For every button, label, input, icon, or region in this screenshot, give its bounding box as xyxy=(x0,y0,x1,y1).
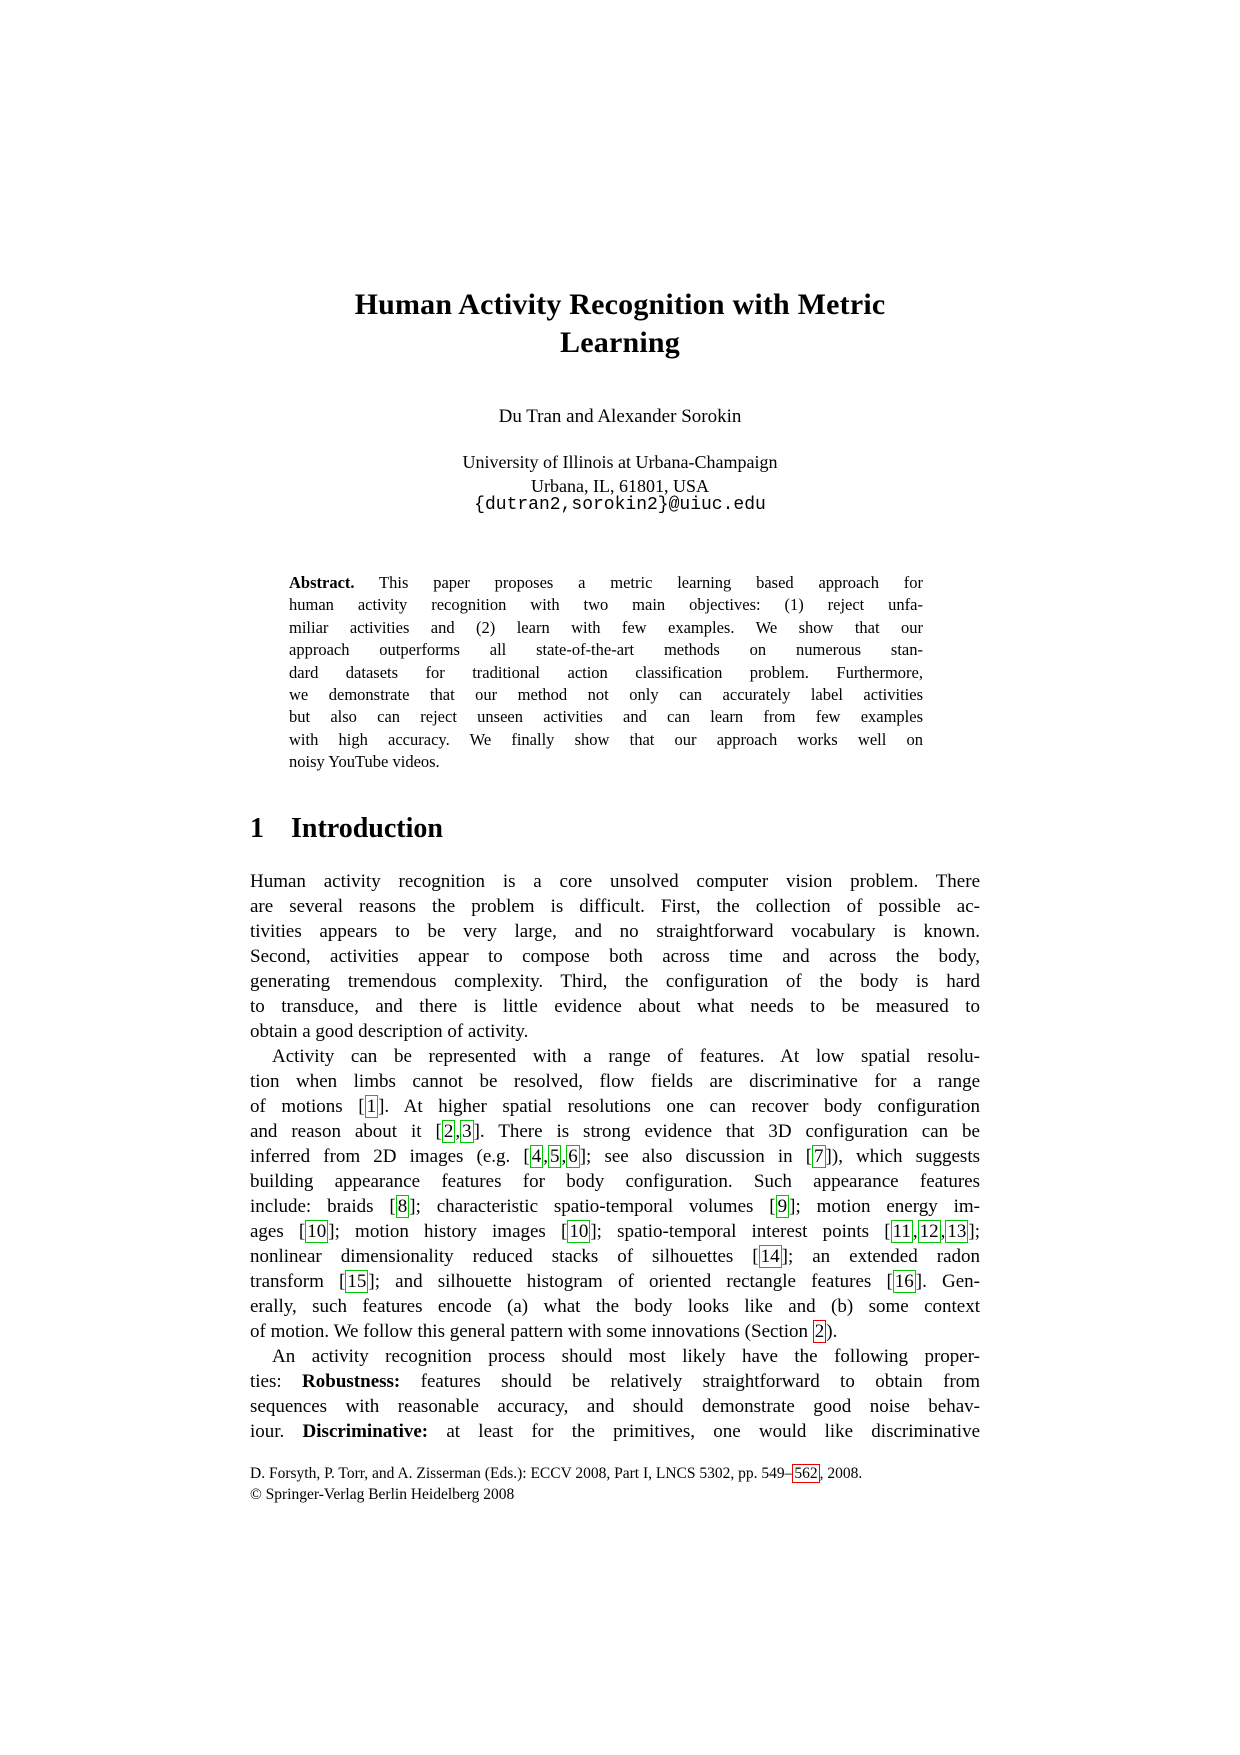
citation-link[interactable]: 1 xyxy=(366,1096,377,1117)
text-line: tivities appears to be very large, and no straightforward vocabulary is known. xyxy=(250,921,980,942)
text-line: Second, activities appear to compose both across time and across the body, xyxy=(250,946,980,967)
text-line: and reason about it [ 2 , 3 ]. There is strong evidence that 3D configuration can be xyxy=(250,1121,980,1142)
citation-link[interactable]: 6 xyxy=(568,1146,578,1167)
paragraph-1 xyxy=(250,869,980,1044)
internal-link[interactable]: 2 xyxy=(814,1321,825,1342)
text-line: inferred from 2D images (e.g. [ 4 , 5 , 6 ]; see also discussion in [ 7 ]), which suggests xyxy=(250,1146,980,1167)
text-line: are several reasons the problem is difficult. First, the collection of possible ac- xyxy=(250,896,980,917)
abstract xyxy=(289,572,923,774)
text-line: human activity recognition with two main objectives: (1) reject unfa- xyxy=(289,595,923,615)
text-line: include: braids [ 8 ]; characteristic spatio-temporal volumes [ 9 ]; motion energy im- xyxy=(250,1196,980,1217)
text-line: erally, such features encode (a) what the body looks like and (b) some context xyxy=(250,1296,980,1317)
text-line: noisy YouTube videos. xyxy=(289,752,440,772)
citation-link[interactable]: 14 xyxy=(760,1246,780,1267)
text-line: we demonstrate that our method not only can accurately label activities xyxy=(289,685,923,705)
section-number: 1 xyxy=(250,813,264,844)
text-line: obtain a good description of activity. xyxy=(250,1021,529,1042)
text-line: but also can reject unseen activities and can learn from few examples xyxy=(289,707,923,727)
text-line: iour. Discriminative: at least for the primitives, one would like discriminative xyxy=(250,1421,981,1442)
bold-text: Discriminative: xyxy=(302,1421,429,1442)
paper-title-line-2: Learning xyxy=(560,326,680,359)
bold-text: Robustness: xyxy=(302,1371,401,1392)
affiliation-line-2: Urbana, IL, 61801, USA xyxy=(531,476,709,496)
authors: Du Tran and Alexander Sorokin xyxy=(498,406,742,427)
text-line: of motions [ 1 ]. At higher spatial resolutions one can recover body configuration xyxy=(250,1096,980,1117)
text-line: D. Forsyth, P. Torr, and A. Zisserman (Eds.): ECCV 2008, Part I, LNCS 5302, pp. 549– 562 , 2008. xyxy=(250,1465,863,1482)
text-line: miliar activities and (2) learn with few examples. We show that our xyxy=(289,617,923,637)
citation-link[interactable]: 9 xyxy=(777,1196,788,1217)
text-line: Human activity recognition is a core unsolved computer vision problem. There xyxy=(250,871,980,892)
affiliation xyxy=(0,450,1240,498)
text-line: © Springer-Verlag Berlin Heidelberg 2008 xyxy=(250,1486,515,1503)
citation-link[interactable]: 12 xyxy=(919,1221,939,1242)
section-title: Introduction xyxy=(291,813,443,844)
text-line: to transduce, and there is little evidence about what needs to be measured to xyxy=(250,996,980,1017)
bold-text: Abstract. xyxy=(289,573,355,592)
paper-title xyxy=(0,286,1240,362)
citation-link[interactable]: 4 xyxy=(531,1146,542,1167)
text-line: tion when limbs cannot be resolved, flow fields are discriminative for a range xyxy=(250,1071,980,1092)
citation-link[interactable]: 10 xyxy=(569,1221,589,1242)
footer xyxy=(250,1463,1010,1505)
text-line: approach outperforms all state-of-the-art methods on numerous stan- xyxy=(289,640,923,660)
citation-link[interactable]: 2 xyxy=(443,1121,454,1142)
text-line: building appearance features for body configuration. Such appearance features xyxy=(250,1171,980,1192)
text-line: sequences with reasonable accuracy, and should demonstrate good noise behav- xyxy=(250,1396,980,1417)
section-heading xyxy=(250,813,443,845)
citation-link[interactable]: 10 xyxy=(307,1221,327,1242)
email-address: {dutran2,sorokin2}@uiuc.edu xyxy=(474,495,766,515)
text-line: ties: Robustness: features should be relatively straightforward to obtain from xyxy=(250,1371,980,1392)
text-line: nonlinear dimensionality reduced stacks of silhouettes [ 14 ]; an extended radon xyxy=(250,1246,980,1267)
paragraph-3 xyxy=(250,1344,980,1444)
citation-link[interactable]: 7 xyxy=(814,1146,824,1167)
text-line: An activity recognition process should most likely have the following proper- xyxy=(272,1346,980,1367)
text-line: transform [ 15 ]; and silhouette histogram of oriented rectangle features [ 16 ]. Gen- xyxy=(250,1271,981,1292)
text-line: with high accuracy. We finally show that our approach works well on xyxy=(289,729,923,749)
paper-title-line-1: Human Activity Recognition with Metric xyxy=(354,288,886,321)
citation-link[interactable]: 11 xyxy=(892,1221,911,1242)
citation-link[interactable]: 3 xyxy=(462,1121,472,1142)
citation-link[interactable]: 5 xyxy=(549,1146,560,1167)
paragraph-2 xyxy=(250,1044,980,1344)
citation-link[interactable]: 13 xyxy=(947,1221,967,1242)
text-line: generating tremendous complexity. Third, the configuration of the body is hard xyxy=(250,971,980,992)
citation-link[interactable]: 15 xyxy=(347,1271,367,1292)
affiliation-line-1: University of Illinois at Urbana-Champaign xyxy=(462,452,778,472)
text-line: ages [ 10 ]; motion history images [ 10 ]; spatio-temporal interest points [ 11 , 12 , 13 ]; xyxy=(250,1221,980,1242)
text-line: Activity can be represented with a range of features. At low spatial resolu- xyxy=(272,1046,980,1067)
citation-link[interactable]: 8 xyxy=(397,1196,408,1217)
text-line: of motion. We follow this general pattern with some innovations (Section 2 ). xyxy=(250,1321,838,1342)
text-line: Abstract. This paper proposes a metric learning based approach for xyxy=(289,573,923,592)
citation-link[interactable]: 16 xyxy=(894,1271,914,1292)
internal-link[interactable]: 562 xyxy=(794,1465,818,1482)
text-line: dard datasets for traditional action classification problem. Furthermore, xyxy=(289,662,923,682)
